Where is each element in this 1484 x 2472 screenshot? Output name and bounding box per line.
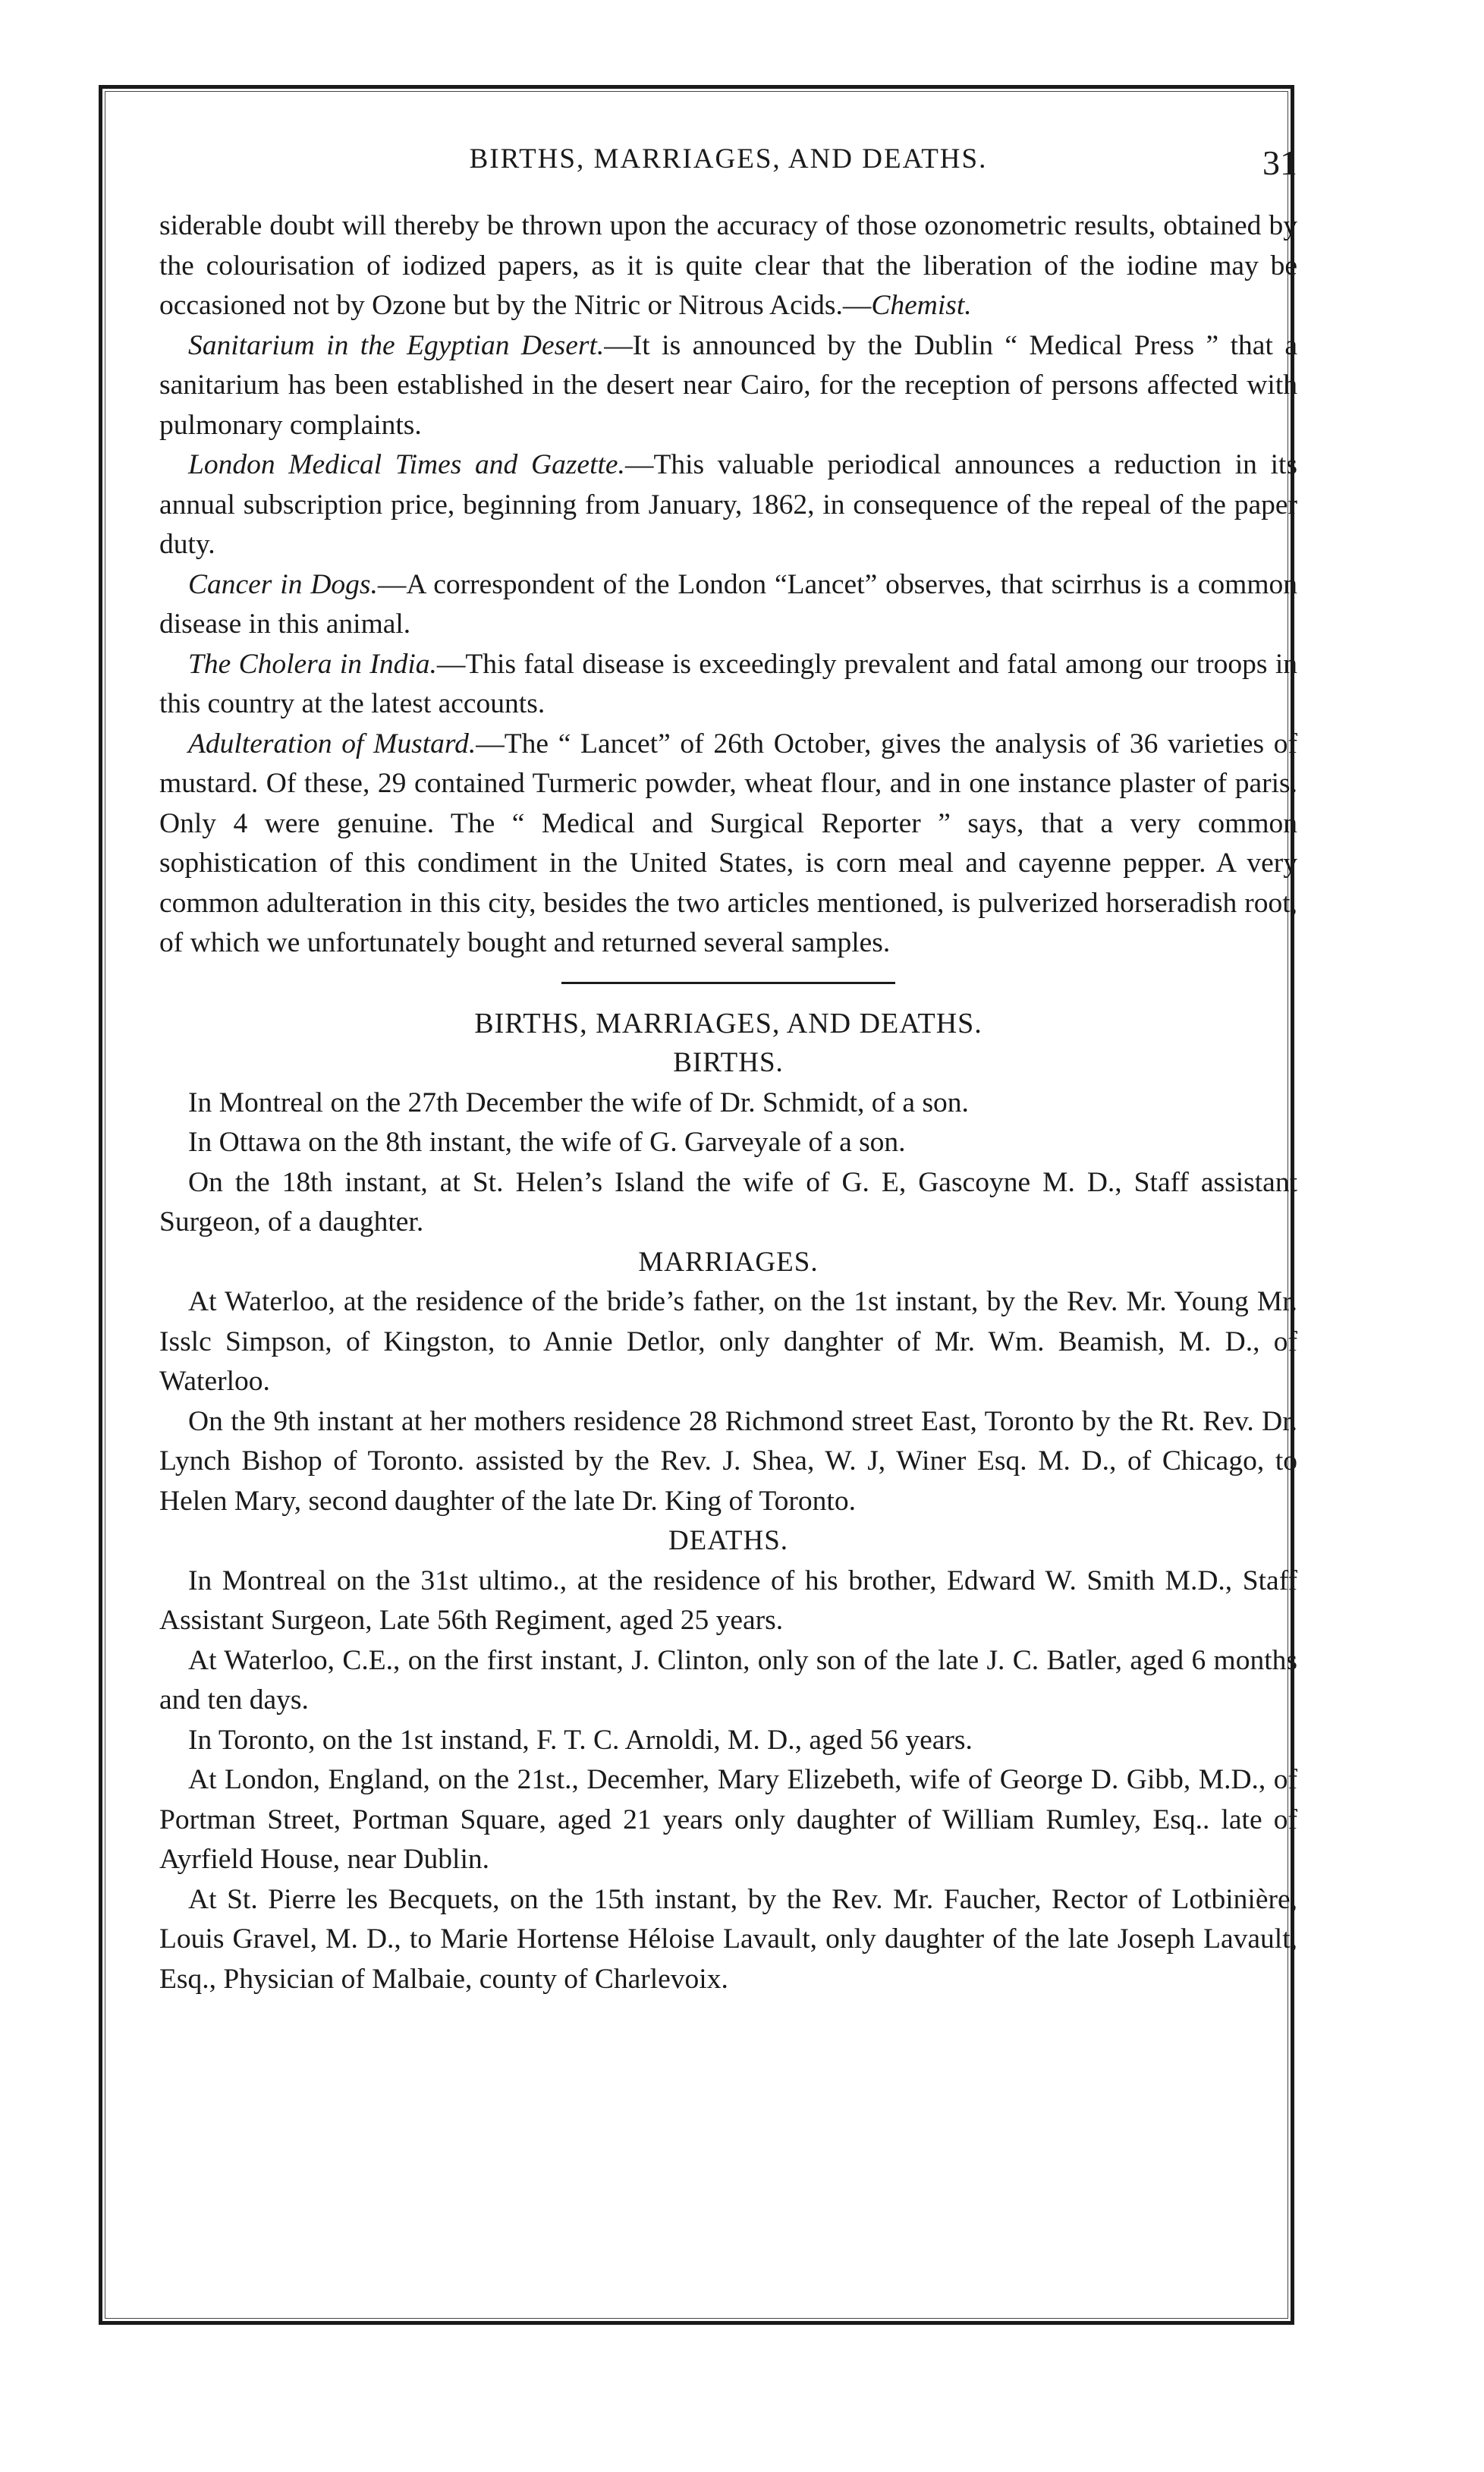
news-item [159,645,1297,725]
page-number: 31 [1262,143,1297,182]
news-item-title: London Medical Times and Gazette. [188,449,625,480]
news-item [159,725,1297,964]
birth-entry: In Montreal on the 27th December the wife of Dr. Schmidt, of a son. [188,1087,969,1118]
running-title: BIRTHS, MARRIAGES, AND DEATHS. [469,143,988,175]
news-item-title: Cancer in Dogs. [188,568,378,600]
death-entry: At Waterloo, C.E., on the first instant, J. Clinton, only son of the late J. C. Batler, aged 6 months and ten days. [159,1644,1297,1716]
news-item-title: The Cholera in India. [188,648,437,680]
birth-entry: In Ottawa on the 8th instant, the wife of G. Garveyale of a son. [188,1127,906,1158]
running-head [159,143,1297,188]
marriage-entry: At Waterloo, at the residence of the bride’s father, on the 1st instant, by the Rev. Mr. Young Mr. Isslc Simpson, of Kingston, to Annie Detlor, only danghter of Mr. Wm. Beamish, M. D., of Waterloo. [159,1286,1297,1397]
news-item-body: —A correspondent of the London “Lancet” observes, that scirrhus is a common disease in this animal. [159,568,1297,640]
news-item-body: —It is announced by the Dublin “ Medical Press ” that a sanitarium has been established in the desert near Cairo, for the reception of persons affected with pulmonary complaints. [159,329,1297,441]
news-item [159,445,1297,565]
marriage-entry: On the 9th instant at her mothers residence 28 Richmond street East, Toronto by the Rt. Rev. Dr. Lynch Bishop of Toronto. assisted by the Rev. J. Shea, W. J, Winer Esq. M. D., of Chicago, to Helen Mary, second daughter of the late Dr. King of Toronto. [159,1405,1297,1517]
ozone-source: Chemist. [871,290,972,321]
news-item-body: —This valuable periodical announces a reduction in its annual subscription price, beginning from January, 1862, in consequence of the repeal of the paper duty. [159,449,1298,560]
news-item-title: Adulteration of Mustard. [188,728,476,760]
news-item-body: —This fatal disease is exceedingly prevalent and fatal among our troops in this country at the latest accounts. [159,648,1298,719]
birth-entry: On the 18th instant, at St. Helen’s Island the wife of G. E, Gascoyne M. D., Staff assistant Surgeon, of a daughter. [159,1166,1297,1238]
news-item-title: Sanitarium in the Egyptian Desert. [188,329,605,361]
section-divider [561,982,895,984]
paragraph-ozone [159,206,1297,326]
death-entry: In Montreal on the 31st ultimo., at the residence of his brother, Edward W. Smith M.D., Staff Assistant Surgeon, Late 56th Regiment, aged 25 years. [159,1565,1297,1636]
news-item [159,326,1297,446]
death-entry: At London, England, on the 21st., Decemher, Mary Elizebeth, wife of George D. Gibb, M.D., of Portman Street, Portman Square, aged 21 years only daughter of William Rumley, Esq.. late of Ayrfield House, near Dublin. [159,1764,1297,1875]
marriages-heading: MARRIAGES. [638,1246,819,1278]
section-title: BIRTHS, MARRIAGES, AND DEATHS. [474,1007,983,1039]
death-entry: In Toronto, on the 1st instand, F. T. C. Arnoldi, M. D., aged 56 years. [188,1724,973,1756]
news-item-body: —The “ Lancet” of 26th October, gives the analysis of 36 varieties of mustard. Of these, 29 contained Turmeric powder, wheat flour, and in one instance plaster of paris. Only 4 were genuine. The “ Medical and Surgical Reporter ” says, that a very common sophistication of this condiment in the United States, is corn meal and cayenne pepper. A very common adulteration in this city, besides the two articles mentioned, is pulverized horseradish root, of which we unfortunately bought and returned several samples. [159,728,1297,958]
deaths-heading: DEATHS. [668,1525,789,1556]
page-body [159,206,1297,1999]
death-entry: At St. Pierre les Becquets, on the 15th instant, by the Rev. Mr. Faucher, Rector of Lotbinière, Louis Gravel, M. D., to Marie Hortense Héloise Lavault, only daughter of the late Joseph Lavault, Esq., Physician of Malbaie, county of Charlevoix. [159,1883,1297,1995]
ozone-text: siderable doubt will thereby be thrown upon the accuracy of those ozonometric results, obtained by the colourisation of iodized papers, as it is quite clear that the liberation of the iodine may be occasioned not by Ozone but by the Nitric or Nitrous Acids.— [159,210,1297,321]
births-heading: BIRTHS. [673,1047,784,1078]
news-item [159,565,1297,645]
